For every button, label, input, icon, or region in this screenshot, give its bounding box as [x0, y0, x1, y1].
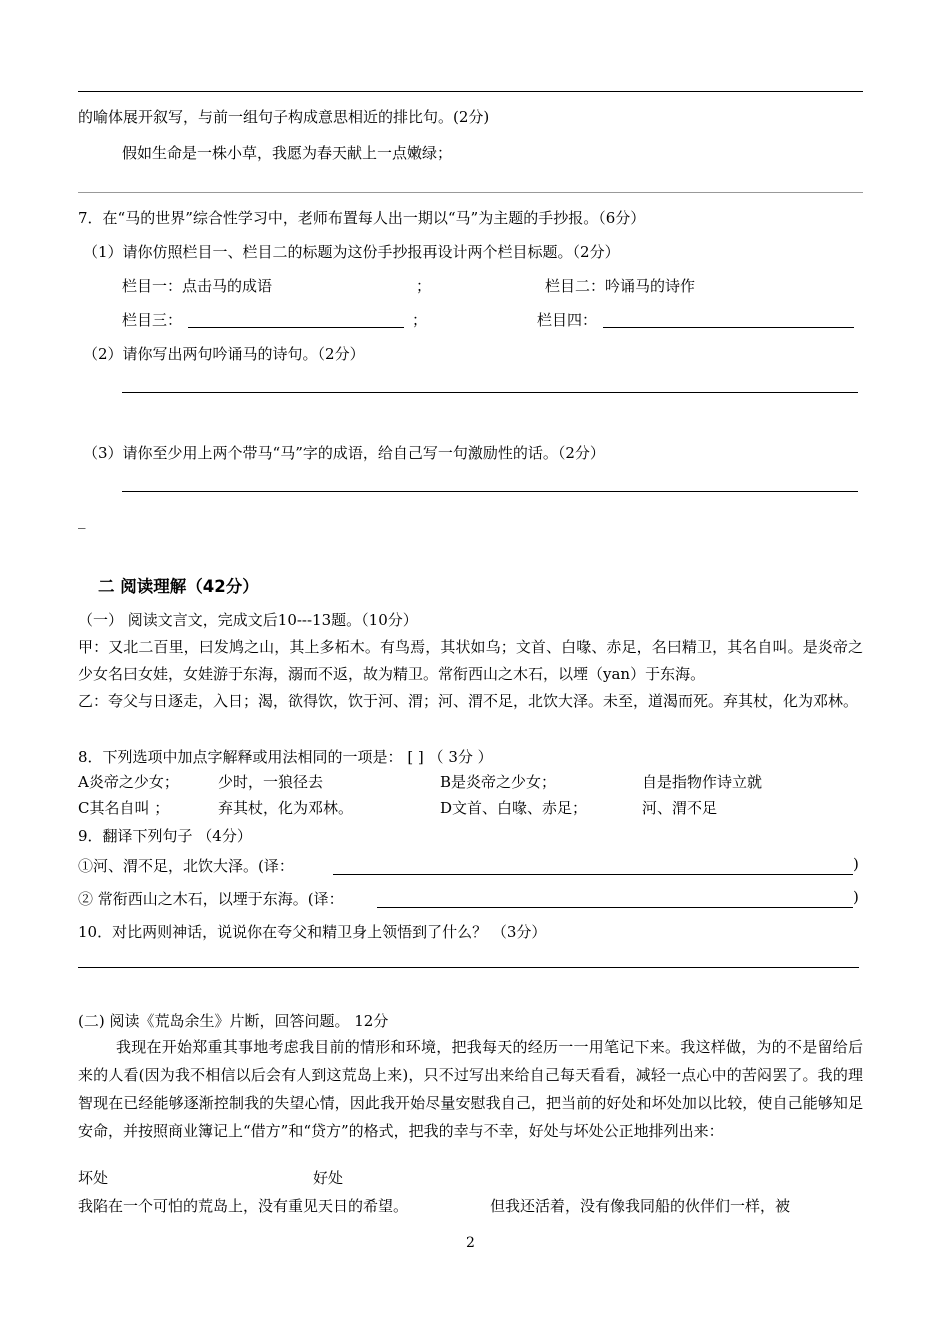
q9-item1-close: ) — [853, 855, 859, 873]
q7-sub3-answer-line[interactable] — [122, 491, 858, 492]
classical-text-yi: 乙：夸父与日逐走，入日；渴，欲得饮，饮于河、渭；河、渭不足，北饮大泽。未至，道渴而死。弃其杖，化为邓林。 — [78, 692, 859, 710]
q6-instruction-tail: 的喻体展开叙写，与前一组句子构成意思相近的排比句。(2分) — [78, 108, 490, 126]
q9-item2-blank[interactable] — [377, 907, 853, 908]
q6-answer-line[interactable] — [78, 192, 863, 193]
bad-heading: 坏处 — [78, 1169, 109, 1187]
part2-title: 二 阅读理解（42分） — [98, 577, 259, 596]
q7-sub1: （1）请你仿照栏目一、栏目二的标题为这份手抄报再设计两个栏目标题。（2分） — [83, 243, 620, 261]
q6-example-sentence: 假如生命是一株小草，我愿为春天献上一点嫩绿； — [122, 144, 453, 162]
semicolon-2: ； — [412, 311, 428, 329]
q10-answer-line[interactable] — [78, 967, 859, 968]
q10-stem: 10．对比两则神话，说说你在夸父和精卫身上领悟到了什么？ （3分） — [78, 923, 547, 941]
q8-option-c2: 弃其杖，化为邓林。 — [218, 799, 354, 817]
section2-heading: (二) 阅读《荒岛余生》片断，回答问题。 12分 — [78, 1012, 389, 1030]
robinson-passage: 我现在开始郑重其事地考虑我目前的情形和环境，把我每天的经历一一用笔记下来。我这样做，为的不是留给后来的人看(因为我不相信以后会有人到这荒岛上来)，只不过写出来给自己每天看看，减轻一点心中的苦闷罢了。我的理智现在已经能够逐渐控制我的失望心情，因此我开始尽量安慰我自己，把当前的好处和坏处加以比较，使自己能够知足安命，并按照商业簿记上“借方”和“贷方”的格式，把我的幸与不幸，好处与坏处公正地排列出来： — [78, 1038, 863, 1140]
column3-blank[interactable] — [188, 327, 404, 328]
q8-option-d2: 河、渭不足 — [642, 799, 718, 817]
q9-item2: ② 常衔西山之木石，以堙于东海。(译： — [78, 890, 344, 908]
column2-title: 栏目二：吟诵马的诗作 — [545, 277, 696, 295]
q9-stem: 9．翻译下列句子 （4分） — [78, 827, 252, 845]
column4-label: 栏目四： — [537, 311, 598, 329]
stray-dash: _ — [78, 511, 86, 529]
good-heading: 好处 — [313, 1169, 344, 1187]
good-item-1: 但我还活着，没有像我同船的伙伴们一样，被 — [490, 1197, 791, 1215]
section1-heading: （一） 阅读文言文，完成文后10---13题。（10分） — [78, 611, 418, 629]
q7-stem: 7．在“马的世界”综合性学习中，老师布置每人出一期以“马”为主题的手抄报。（6分） — [78, 209, 646, 227]
q7-sub3: （3）请你至少用上两个带马“马”字的成语，给自己写一句激励性的话。（2分） — [83, 444, 605, 462]
semicolon-1: ； — [416, 277, 432, 295]
q8-option-a2: 少时，一狼径去 — [218, 773, 324, 791]
q9-item1: ①河、渭不足，北饮大泽。(译： — [78, 857, 294, 875]
q8-option-b2: 自是指物作诗立就 — [642, 773, 763, 791]
q8-option-b1: B是炎帝之少女； — [440, 773, 557, 791]
column4-blank[interactable] — [603, 327, 854, 328]
q8-stem: 8．下列选项中加点字解释或用法相同的一项是： [ ] （ 3分 ） — [78, 748, 493, 766]
classical-text-jia: 甲：又北二百里，曰发鸠之山，其上多柘木。有鸟焉，其状如乌；文首、白喙、赤足，名曰精卫，其名自叫。是炎帝之少女名曰女娃，女娃游于东海，溺而不返，故为精卫。常衔西山之木石，以堙（yan）于东海。 — [78, 638, 863, 683]
q9-item2-close: ) — [853, 888, 859, 906]
bad-item-1: 我陷在一个可怕的荒岛上，没有重见天日的希望。 — [78, 1197, 409, 1215]
q7-sub2-answer-line[interactable] — [122, 392, 858, 393]
page-number: 2 — [466, 1235, 475, 1251]
header-rule — [78, 91, 863, 92]
q8-option-d1: D文首、白喙、赤足； — [440, 799, 588, 817]
q7-sub2: （2）请你写出两句吟诵马的诗句。（2分） — [83, 345, 365, 363]
q8-option-c1: C其名自叫 ； — [78, 799, 170, 817]
q8-option-a1: A炎帝之少女； — [78, 773, 179, 791]
column1-title: 栏目一：点击马的成语 — [122, 277, 273, 295]
q9-item1-blank[interactable] — [333, 874, 853, 875]
column3-label: 栏目三： — [122, 311, 183, 329]
